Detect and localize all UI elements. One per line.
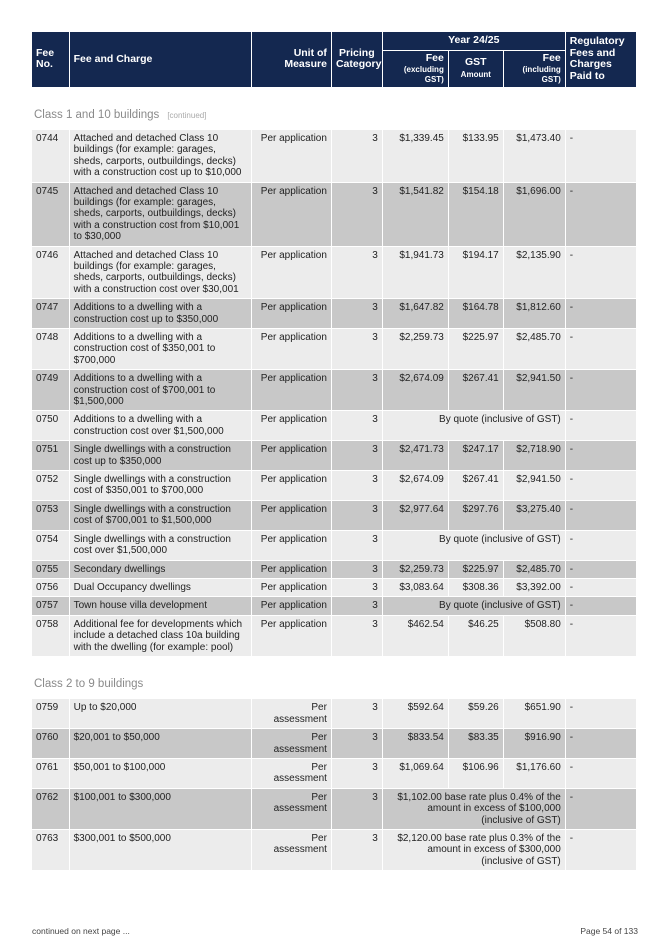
unit-of-measure: Per application	[252, 471, 331, 500]
regulatory-fee: -	[566, 370, 636, 410]
unit-of-measure: Per assessment	[252, 729, 331, 758]
regulatory-fee: -	[566, 501, 636, 530]
fee-including-gst: $3,392.00	[504, 579, 565, 596]
unit-of-measure: Per application	[252, 616, 331, 656]
unit-of-measure: Per application	[252, 411, 331, 440]
header-fee-excl	[383, 51, 448, 87]
fee-excluding-gst: $2,471.73	[383, 441, 448, 470]
fee-description: $100,001 to $300,000	[70, 789, 251, 829]
fee-excluding-gst: $1,069.64	[383, 759, 448, 788]
pricing-category: 3	[332, 789, 382, 829]
gst-amount: $225.97	[449, 329, 503, 369]
table-row	[32, 183, 636, 246]
table-row	[32, 759, 636, 788]
fee-description: Attached and detached Class 10 buildings (for example: garages, sheds, carports, outbuildings, decks) with a construction cost from $10,001 to $30,000	[70, 183, 251, 246]
fee-including-gst: $2,941.50	[504, 370, 565, 410]
fee-including-gst: $1,696.00	[504, 183, 565, 246]
gst-amount: $106.96	[449, 759, 503, 788]
fee-number: 0751	[32, 441, 69, 470]
regulatory-fee: -	[566, 729, 636, 758]
regulatory-fee: -	[566, 531, 636, 560]
pricing-category: 3	[332, 299, 382, 328]
fee-description: Additions to a dwelling with a construction cost up to $350,000	[70, 299, 251, 328]
header-gst	[449, 51, 503, 87]
fee-number: 0753	[32, 501, 69, 530]
fee-number: 0756	[32, 579, 69, 596]
gst-amount: $154.18	[449, 183, 503, 246]
regulatory-fee: -	[566, 247, 636, 299]
pricing-category: 3	[332, 370, 382, 410]
pricing-category: 3	[332, 729, 382, 758]
header-pricing-category: Pricing Category	[332, 32, 382, 87]
regulatory-fee: -	[566, 130, 636, 182]
header-regulatory: Regulatory Fees and Charges Paid to	[566, 32, 636, 87]
pricing-category: 3	[332, 561, 382, 578]
unit-of-measure: Per application	[252, 130, 331, 182]
gst-amount: $46.25	[449, 616, 503, 656]
regulatory-fee: -	[566, 789, 636, 829]
regulatory-fee: -	[566, 471, 636, 500]
regulatory-fee: -	[566, 616, 636, 656]
section-title: Class 1 and 10 buildings	[34, 108, 160, 121]
pricing-category: 3	[332, 130, 382, 182]
fee-including-gst: $2,485.70	[504, 329, 565, 369]
pricing-category: 3	[332, 597, 382, 614]
fee-description: Attached and detached Class 10 buildings (for example: garages, sheds, carports, outbuildings, decks) with a construction cost over $30,001	[70, 247, 251, 299]
table-row	[32, 729, 636, 758]
pricing-category: 3	[332, 411, 382, 440]
fee-including-gst: $1,812.60	[504, 299, 565, 328]
gst-amount: $225.97	[449, 561, 503, 578]
pricing-category: 3	[332, 699, 382, 728]
fee-including-gst: $508.80	[504, 616, 565, 656]
table-row	[32, 247, 636, 299]
fee-number: 0760	[32, 729, 69, 758]
fee-quote: By quote (inclusive of GST)	[383, 411, 565, 440]
fee-including-gst: $1,473.40	[504, 130, 565, 182]
header-unit-of-measure: Unit of Measure	[252, 32, 331, 87]
fee-excluding-gst: $1,647.82	[383, 299, 448, 328]
fee-description: Secondary dwellings	[70, 561, 251, 578]
fee-quote: $2,120.00 base rate plus 0.3% of the amount in excess of $300,000 (inclusive of GST)	[383, 830, 565, 870]
unit-of-measure: Per application	[252, 579, 331, 596]
footer-page-number: Page 54 of 133	[580, 926, 638, 936]
table-row	[32, 501, 636, 530]
fee-description: Single dwellings with a construction cost of $350,001 to $700,000	[70, 471, 251, 500]
section-heading	[32, 657, 636, 698]
fee-description: $20,001 to $50,000	[70, 729, 251, 758]
regulatory-fee: -	[566, 830, 636, 870]
fee-description: Single dwellings with a construction cost of $700,001 to $1,500,000	[70, 501, 251, 530]
header-fee-excl-sub: (excluding GST)	[403, 64, 444, 84]
unit-of-measure: Per assessment	[252, 759, 331, 788]
table-body	[32, 88, 636, 871]
fee-description: Single dwellings with a construction cost over $1,500,000	[70, 531, 251, 560]
unit-of-measure: Per application	[252, 299, 331, 328]
gst-amount: $83.35	[449, 729, 503, 758]
fee-including-gst: $651.90	[504, 699, 565, 728]
unit-of-measure: Per application	[252, 370, 331, 410]
fee-number: 0761	[32, 759, 69, 788]
table-row	[32, 471, 636, 500]
header-gst-sub: Amount	[460, 69, 491, 79]
unit-of-measure: Per assessment	[252, 699, 331, 728]
pricing-category: 3	[332, 441, 382, 470]
table-header	[32, 32, 636, 87]
unit-of-measure: Per assessment	[252, 830, 331, 870]
header-fee-and-charge: Fee and Charge	[70, 32, 251, 87]
table-row	[32, 370, 636, 410]
regulatory-fee: -	[566, 597, 636, 614]
fee-number: 0758	[32, 616, 69, 656]
fee-excluding-gst: $833.54	[383, 729, 448, 758]
unit-of-measure: Per application	[252, 247, 331, 299]
fee-excluding-gst: $1,541.82	[383, 183, 448, 246]
unit-of-measure: Per assessment	[252, 789, 331, 829]
fee-including-gst: $1,176.60	[504, 759, 565, 788]
fee-description: Town house villa development	[70, 597, 251, 614]
fee-quote: By quote (inclusive of GST)	[383, 531, 565, 560]
fee-description: Additions to a dwelling with a construction cost of $350,001 to $700,000	[70, 329, 251, 369]
fee-number: 0762	[32, 789, 69, 829]
fee-including-gst: $2,718.90	[504, 441, 565, 470]
fee-description: Additions to a dwelling with a construction cost of $700,001 to $1,500,000	[70, 370, 251, 410]
header-fee-incl-sub: (including GST)	[522, 64, 561, 84]
gst-amount: $133.95	[449, 130, 503, 182]
table-row	[32, 411, 636, 440]
regulatory-fee: -	[566, 441, 636, 470]
fee-quote: By quote (inclusive of GST)	[383, 597, 565, 614]
fee-description: Single dwellings with a construction cost up to $350,000	[70, 441, 251, 470]
table-row	[32, 789, 636, 829]
fee-number: 0763	[32, 830, 69, 870]
fee-including-gst: $3,275.40	[504, 501, 565, 530]
gst-amount: $297.76	[449, 501, 503, 530]
fee-number: 0755	[32, 561, 69, 578]
fee-description: Attached and detached Class 10 buildings (for example: garages, sheds, carports, outbuildings, decks) with a construction cost up to $10,000	[70, 130, 251, 182]
fee-number: 0757	[32, 597, 69, 614]
regulatory-fee: -	[566, 699, 636, 728]
fee-number: 0752	[32, 471, 69, 500]
fee-description: Additional fee for developments which include a detached class 10a building with the dwelling (for example: pool)	[70, 616, 251, 656]
section-heading	[32, 88, 636, 129]
fee-excluding-gst: $1,941.73	[383, 247, 448, 299]
fee-including-gst: $2,941.50	[504, 471, 565, 500]
header-year: Year 24/25	[383, 32, 565, 50]
fee-excluding-gst: $2,259.73	[383, 329, 448, 369]
gst-amount: $59.26	[449, 699, 503, 728]
fee-description: Up to $20,000	[70, 699, 251, 728]
table-row	[32, 561, 636, 578]
unit-of-measure: Per application	[252, 561, 331, 578]
fee-description: Dual Occupancy dwellings	[70, 579, 251, 596]
regulatory-fee: -	[566, 183, 636, 246]
table-row	[32, 329, 636, 369]
table-row	[32, 130, 636, 182]
header-fee-no: Fee No.	[32, 32, 69, 87]
gst-amount: $267.41	[449, 370, 503, 410]
unit-of-measure: Per application	[252, 441, 331, 470]
table-row	[32, 531, 636, 560]
regulatory-fee: -	[566, 299, 636, 328]
regulatory-fee: -	[566, 579, 636, 596]
fee-schedule-page	[32, 31, 638, 871]
pricing-category: 3	[332, 329, 382, 369]
fee-including-gst: $916.90	[504, 729, 565, 758]
fee-description: $300,001 to $500,000	[70, 830, 251, 870]
unit-of-measure: Per application	[252, 597, 331, 614]
header-fee-incl	[504, 51, 565, 87]
pricing-category: 3	[332, 759, 382, 788]
fee-excluding-gst: $2,977.64	[383, 501, 448, 530]
unit-of-measure: Per application	[252, 329, 331, 369]
footer-continued: continued on next page ...	[32, 926, 130, 936]
header-fee-excl-label: Fee	[425, 52, 444, 64]
regulatory-fee: -	[566, 759, 636, 788]
gst-amount: $247.17	[449, 441, 503, 470]
pricing-category: 3	[332, 616, 382, 656]
table-row	[32, 441, 636, 470]
pricing-category: 3	[332, 471, 382, 500]
regulatory-fee: -	[566, 411, 636, 440]
fee-excluding-gst: $3,083.64	[383, 579, 448, 596]
table-row	[32, 616, 636, 656]
fee-including-gst: $2,135.90	[504, 247, 565, 299]
fee-quote: $1,102.00 base rate plus 0.4% of the amount in excess of $100,000 (inclusive of GST)	[383, 789, 565, 829]
unit-of-measure: Per application	[252, 501, 331, 530]
section-title: Class 2 to 9 buildings	[34, 677, 144, 690]
fee-number: 0744	[32, 130, 69, 182]
pricing-category: 3	[332, 247, 382, 299]
pricing-category: 3	[332, 830, 382, 870]
table-row	[32, 299, 636, 328]
regulatory-fee: -	[566, 561, 636, 578]
fee-table	[31, 31, 637, 871]
fee-excluding-gst: $2,674.09	[383, 471, 448, 500]
fee-excluding-gst: $462.54	[383, 616, 448, 656]
fee-including-gst: $2,485.70	[504, 561, 565, 578]
fee-number: 0754	[32, 531, 69, 560]
table-row	[32, 830, 636, 870]
header-gst-label: GST	[464, 56, 487, 68]
table-row	[32, 597, 636, 614]
fee-number: 0750	[32, 411, 69, 440]
fee-excluding-gst: $592.64	[383, 699, 448, 728]
gst-amount: $308.36	[449, 579, 503, 596]
gst-amount: $194.17	[449, 247, 503, 299]
pricing-category: 3	[332, 579, 382, 596]
pricing-category: 3	[332, 531, 382, 560]
table-row	[32, 579, 636, 596]
fee-number: 0746	[32, 247, 69, 299]
fee-excluding-gst: $2,674.09	[383, 370, 448, 410]
unit-of-measure: Per application	[252, 531, 331, 560]
regulatory-fee: -	[566, 329, 636, 369]
gst-amount: $267.41	[449, 471, 503, 500]
table-row	[32, 699, 636, 728]
fee-number: 0759	[32, 699, 69, 728]
fee-description: $50,001 to $100,000	[70, 759, 251, 788]
unit-of-measure: Per application	[252, 183, 331, 246]
fee-number: 0747	[32, 299, 69, 328]
header-fee-incl-label: Fee	[542, 52, 561, 64]
fee-number: 0745	[32, 183, 69, 246]
fee-excluding-gst: $2,259.73	[383, 561, 448, 578]
section-continued-note: [continued]	[167, 110, 207, 120]
gst-amount: $164.78	[449, 299, 503, 328]
fee-excluding-gst: $1,339.45	[383, 130, 448, 182]
fee-number: 0748	[32, 329, 69, 369]
fee-number: 0749	[32, 370, 69, 410]
pricing-category: 3	[332, 501, 382, 530]
fee-description: Additions to a dwelling with a construction cost over $1,500,000	[70, 411, 251, 440]
pricing-category: 3	[332, 183, 382, 246]
